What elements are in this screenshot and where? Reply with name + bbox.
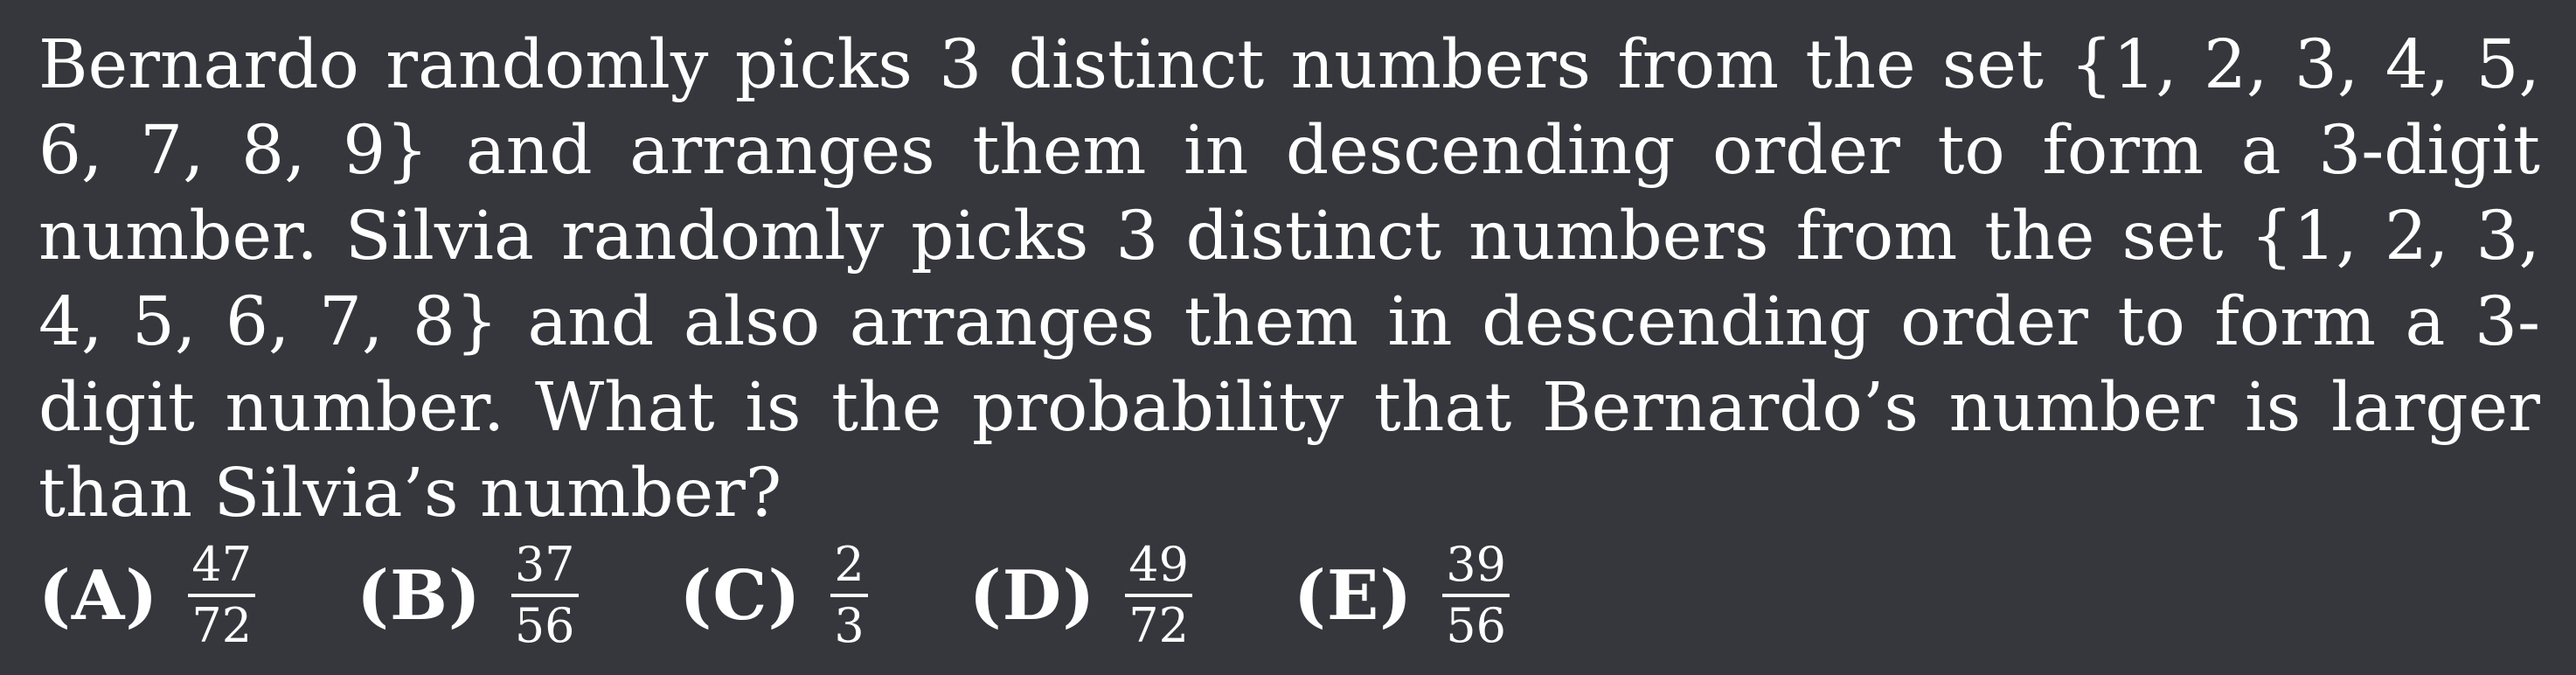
choice-a[interactable]	[38, 537, 255, 653]
choice-label: (A)	[38, 555, 159, 636]
choice-fraction	[1442, 537, 1510, 653]
choice-fraction	[188, 537, 255, 653]
problem-statement: Bernardo randomly picks 3 distinct numbers from the set {1, 2, 3, 4, 5, 6, 7, 8, 9} and arranges them in descending order to form a 3-digit number. Silvia randomly picks 3 distinct numbers from the set {1, 2, 3, 4, 5, 6, 7, 8} and also arranges them in descending order to form a 3-digit number. What is the probability that Bernardo’s number is larger than Silvia’s number?	[38, 26, 2540, 532]
fraction-denominator: 56	[1446, 598, 1506, 653]
choice-label: (B)	[357, 555, 482, 636]
fraction-numerator: 47	[188, 541, 255, 597]
choice-b[interactable]	[357, 537, 578, 653]
choice-d[interactable]	[969, 537, 1192, 653]
choice-fraction	[511, 537, 579, 653]
answer-choices	[38, 539, 1510, 652]
choice-fraction	[1125, 537, 1192, 653]
fraction-numerator: 39	[1442, 541, 1510, 597]
choice-label: (C)	[679, 555, 802, 636]
choice-e[interactable]	[1293, 537, 1510, 653]
fraction-denominator: 72	[1128, 598, 1189, 653]
fraction-denominator: 56	[514, 598, 575, 653]
choice-c[interactable]	[679, 537, 868, 653]
choice-label: (D)	[969, 555, 1096, 636]
fraction-numerator: 37	[511, 541, 579, 597]
fraction-denominator: 72	[191, 598, 253, 653]
fraction-denominator: 3	[834, 598, 864, 653]
fraction-numerator: 2	[830, 541, 867, 597]
choice-fraction	[830, 537, 867, 653]
fraction-numerator: 49	[1125, 541, 1192, 597]
choice-label: (E)	[1293, 555, 1413, 636]
